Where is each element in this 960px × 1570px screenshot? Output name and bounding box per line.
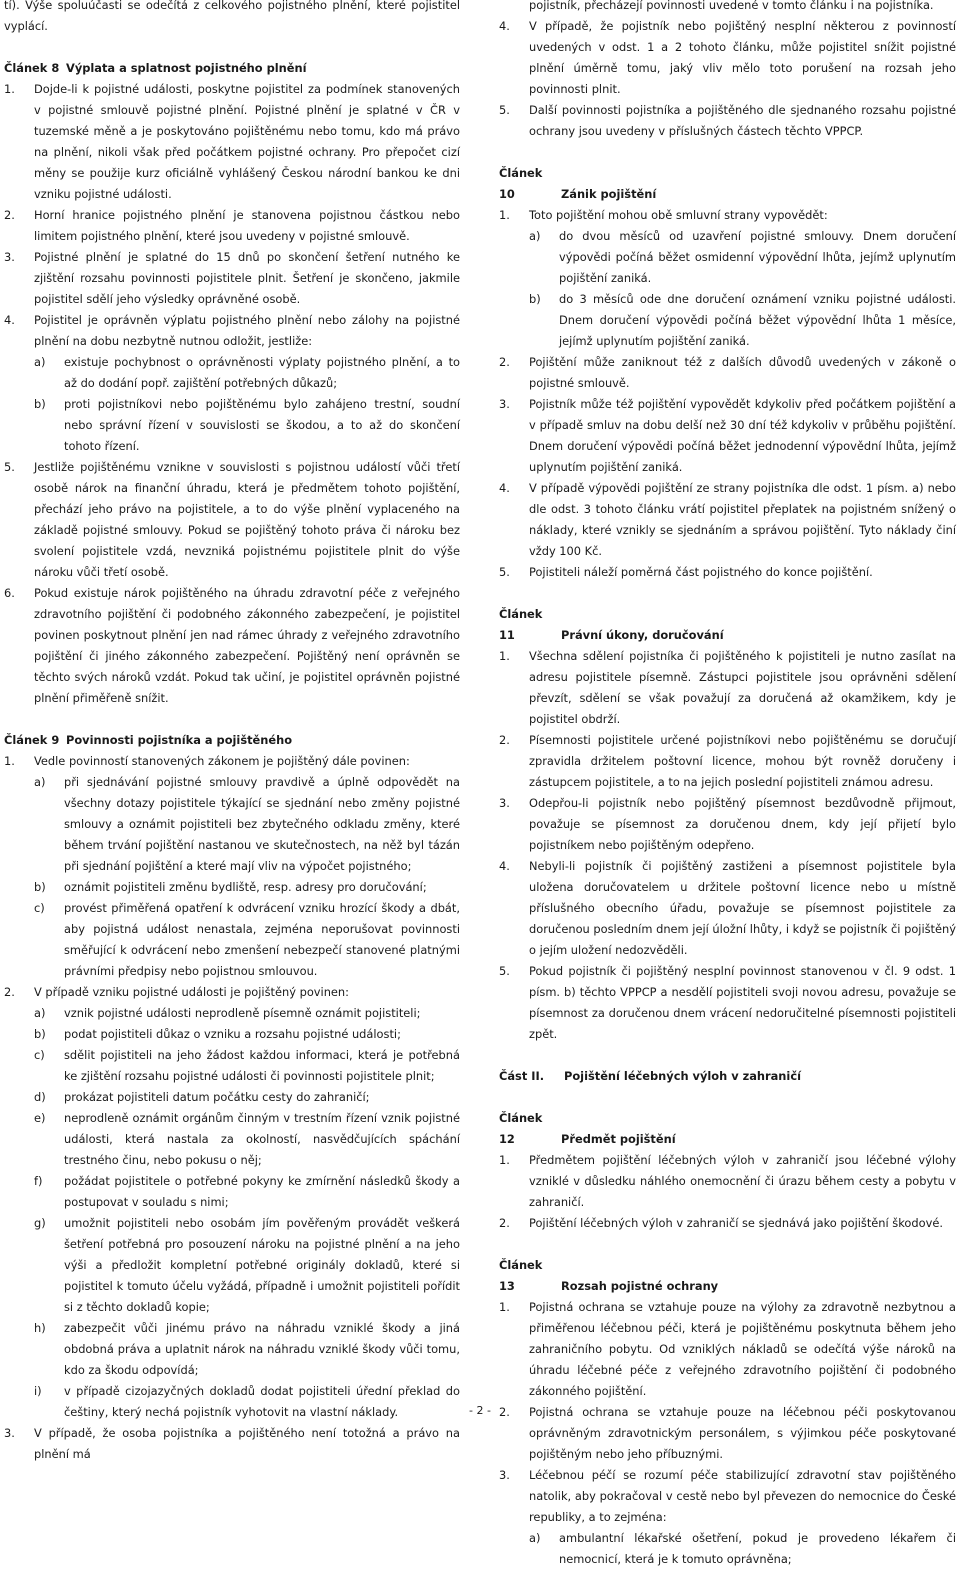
- list-item: [4, 583, 460, 709]
- sub-item-letter: c): [34, 1048, 45, 1062]
- sub-item-text: provést přiměřená opatření k odvrácení vzniku hrozící škody a dbát, aby pojistná událost nenastala, zejména neporušovat povinnosti směřující k odvrácení nebo zmenšení nebezpečí stanovené platnými právními předpisy nebo pojistnou smlouvou.: [64, 901, 460, 978]
- sub-item-letter: h): [34, 1321, 46, 1335]
- sub-item: [34, 1003, 460, 1024]
- item-text: Odepřou-li pojistník nebo pojištěný písemnost bezdůvodně přijmout, považuje se písemnost za doručenou dnem, kdy její přijetí bylo pojistníkem nebo pojištěným odepřeno.: [529, 796, 956, 852]
- list-item: [499, 646, 956, 730]
- list-item: [499, 961, 956, 1045]
- item-text: Toto pojištění mohou obě smluvní strany vypovědět:: [529, 208, 828, 222]
- item-number: 4.: [499, 19, 510, 33]
- sub-item-text: sdělit pojistiteli na jeho žádost každou informaci, která je potřebná ke zjištění rozsahu pojistné události či povinnosti pojistitele plnit;: [64, 1048, 460, 1083]
- sub-item-text: neprodleně oznámit orgánům činným v trestním řízení vznik pojistné události, která nastala za okolností, nasvědčujících spáchání trestného činu, nebo pokusu o něj;: [64, 1111, 460, 1167]
- sub-item-text: podat pojistiteli důkaz o vzniku a rozsahu pojistné události;: [64, 1027, 401, 1041]
- article-10-heading: [499, 163, 956, 205]
- item-text: Další povinnosti pojistníka a pojištěného dle sjednaného rozsahu pojistné ochrany jsou uvedeny v příslušných částech těchto VPPCP.: [529, 103, 956, 138]
- item-number: 3.: [4, 250, 15, 264]
- sub-item-text: ambulantní lékařské ošetření, pokud je provedeno lékařem či nemocnicí, která je k tomuto oprávněna;: [559, 1531, 956, 1566]
- sub-item: [34, 898, 460, 982]
- item-text: Všechna sdělení pojistníka či pojištěného k pojistiteli je nutno zasílat na adresu pojistitele písemně. Zástupci pojistitele jsou oprávněni sdělení převzít, sdělení se však považují za doručená až okamžikem, kdy je pojistitel obdrží.: [529, 649, 956, 726]
- article-title: Předmět pojištění: [561, 1132, 676, 1146]
- item-text: Nebyli-li pojistník či pojištěný zastiženi a písemnost pojistitele byla uložena doručovatelem u držitele poštovní licence nebo u místně příslušného obecního úřadu, považuje se písemnost pojistitele za doručenou posledním dnem její úložní lhůty, i když se pojistník či pojištěný o jejím uložení nedozvěděli.: [529, 859, 956, 957]
- list-item: [4, 247, 460, 310]
- item-text: V případě, že osoba pojistníka a pojištěného není totožná a právo na plnění má: [34, 1426, 460, 1461]
- part-2-heading: [499, 1066, 956, 1087]
- sub-item-letter: e): [34, 1111, 46, 1125]
- sub-item-letter: d): [34, 1090, 46, 1104]
- item-number: 5.: [499, 565, 510, 579]
- sub-item-text: vznik pojistné události neprodleně písemně oznámit pojistiteli;: [64, 1006, 421, 1020]
- item-number: 2.: [499, 733, 510, 747]
- item-number: 3.: [499, 397, 510, 411]
- article-title: Právní úkony, doručování: [561, 628, 724, 642]
- sub-item-text: při sjednávání pojistné smlouvy pravdivě a úplně odpovědět na všechny dotazy pojistitele týkající se sjednání nebo změny pojistné smlouvy a oznámit pojistiteli bez zbytečného odkladu změny, které během trvání pojištění nastanou ve skutečnostech, na něž byl tázán při sjednání pojištění a které mají vliv na výpočet pojistného;: [64, 775, 460, 873]
- list-item: [499, 1465, 956, 1528]
- item-text: Předmětem pojištění léčebných výloh v zahraničí jsou léčebné výlohy vzniklé v důsledku náhlého onemocnění či úrazu během cesty a pobytu v zahraničí.: [529, 1153, 956, 1209]
- item-number: 3.: [499, 796, 510, 810]
- sub-item-text: v případě cizojazyčných dokladů dodat pojistiteli úřední překlad do češtiny, který nechá pojistník vyhotovit na vlastní náklady.: [64, 1384, 460, 1419]
- sub-item: [34, 1045, 460, 1087]
- list-item: [499, 394, 956, 478]
- item-text: Pojistník může též pojištění vypovědět kdykoliv před počátkem pojištění a v případě smluv na dobu delší než 30 dní též kdykoliv v průběhu pojištění. Dnem doručení výpovědi počíná běžet jednodenní výpovědní lhůta, jejímž uplynutím pojištění zaniká.: [529, 397, 956, 474]
- item-number: 5.: [499, 103, 510, 117]
- item-number: 2.: [4, 985, 15, 999]
- item-number: 2.: [499, 355, 510, 369]
- sub-item: [34, 1087, 460, 1108]
- sub-item-letter: f): [34, 1174, 43, 1188]
- top-line: tí). Výše spoluúčasti se odečítá z celkového pojistného plnění, které pojistitel vyplácí.: [4, 0, 460, 33]
- sub-item-letter: a): [34, 1006, 46, 1020]
- list-item: [499, 730, 956, 793]
- list-item: [4, 1423, 460, 1465]
- article-12-heading: [499, 1108, 956, 1150]
- sub-item-letter: i): [34, 1384, 42, 1398]
- sub-item: [34, 1318, 460, 1381]
- item-number: 5.: [499, 964, 510, 978]
- item-number: 4.: [499, 481, 510, 495]
- sub-item: [34, 1024, 460, 1045]
- article-number: Článek 10: [499, 166, 543, 201]
- item-text: Pokud pojistník či pojištěný nesplní povinnost stanovenou v čl. 9 odst. 1 písm. b) těchto VPPCP a nesdělí pojistiteli svoji novou adresu, považuje se písemnost za doručenou dnem vrácení nedoručitelné písemnosti pojistiteli zpět.: [529, 964, 956, 1041]
- sub-item-text: požádat pojistitele o potřebné pokyny ke zmírnění následků škody a postupovat v souladu s nimi;: [64, 1174, 460, 1209]
- sub-item-text: zabezpečit vůči jinému právo na náhradu vzniklé škody a jiná obdobná práva a uplatnit nárok na náhradu vzniklé škody vůči tomu, kdo za škodu odpovídá;: [64, 1321, 460, 1377]
- sub-item-letter: g): [34, 1216, 46, 1230]
- item-text: Horní hranice pojistného plnění je stanovena pojistnou částkou nebo limitem pojistného plnění, které jsou uvedeny v pojistné smlouvě.: [34, 208, 460, 243]
- list-item: [499, 478, 956, 562]
- list-item: [499, 1213, 956, 1234]
- item-text: Jestliže pojištěnému vznikne v souvislosti s pojistnou událostí vůči třetí osobě nárok na finanční úhradu, která je předmětem tohoto pojištění, přechází jeho právo na pojistitele, a to do výše plnění vyplaceného na základě pojistné smlouvy. Pokud se pojištěný tohoto práva či nároku bez svolení pojistitele vzdá, nevzniká pojistnému pojistitele plnit do výše nároku vůči třetí osobě.: [34, 460, 460, 579]
- sub-item: [529, 226, 956, 289]
- article-number: Článek 13: [499, 1258, 543, 1293]
- part-title: Pojištění léčebných výloh v zahraničí: [564, 1069, 801, 1083]
- article-8-heading: [4, 58, 460, 79]
- item-number: 1.: [4, 754, 15, 768]
- list-item: [4, 310, 460, 352]
- article-number: Článek 8: [4, 61, 60, 75]
- sub-item: [34, 1171, 460, 1213]
- item-text: Pojištění léčebných výloh v zahraničí se sjednává jako pojištění škodové.: [529, 1216, 943, 1230]
- list-item: [4, 982, 460, 1003]
- list-item: [499, 562, 956, 583]
- item-number: 2.: [499, 1405, 510, 1419]
- item-text: Pokud existuje nárok pojištěného na úhradu zdravotní péče z veřejného zdravotního pojištění či podobného zákonného zabezpečení, je pojistitel povinen poskytnout plnění jen nad rámec úhrady z veřejného zdravotního pojištění či jiného zákonného zabezpečení. Pojištěný není oprávněn se těchto svých nároků vzdát. Pokud tak učiní, je pojistitel oprávněn pojistné plnění přiměřeně snížit.: [34, 586, 460, 705]
- list-item: [4, 751, 460, 772]
- list-item: [499, 856, 956, 961]
- sub-item-letter: a): [529, 229, 541, 243]
- left-column: [4, 0, 460, 1465]
- part-number: Část II.: [499, 1069, 545, 1083]
- item-number: 4.: [4, 313, 15, 327]
- list-item: [499, 205, 956, 226]
- item-number: 4.: [499, 859, 510, 873]
- item-text: Pojistiteli náleží poměrná část pojistného do konce pojištění.: [529, 565, 873, 579]
- list-item: [4, 205, 460, 247]
- item-number: 1.: [499, 1300, 510, 1314]
- right-column: [499, 0, 956, 1570]
- page-number: - 2 -: [469, 1404, 491, 1417]
- item-text: V případě, že pojistník nebo pojištěný nesplní některou z povinností uvedených v odst. 1 a 2 tohoto článku, může pojistitel snížit pojistné plnění úměrně tomu, jaký vliv mělo toto porušení na rozsah jeho povinnosti plnit.: [529, 19, 956, 96]
- item-number: 1.: [4, 82, 15, 96]
- sub-item-letter: a): [34, 355, 46, 369]
- list-item: [499, 352, 956, 394]
- sub-item: [529, 289, 956, 352]
- sub-item-text: prokázat pojistiteli datum počátku cesty do zahraničí;: [64, 1090, 370, 1104]
- item-text: Pojistná ochrana se vztahuje pouze na výlohy za zdravotně nezbytnou a přiměřenou léčebnou péči, která je pojištěnému poskytnuta během jeho zahraničního pobytu. Od vzniklých nákladů se odečítá výše nároků na úhradu léčebné péče z veřejného zdravotního pojištění či podobného zákonného pojištění.: [529, 1300, 956, 1398]
- list-item: [499, 793, 956, 856]
- sub-item: [34, 1108, 460, 1171]
- sub-item: [34, 394, 460, 457]
- sub-item: [529, 1528, 956, 1570]
- article-13-heading: [499, 1255, 956, 1297]
- sub-item-text: proti pojistníkovi nebo pojištěnému bylo zahájeno trestní, soudní nebo správní řízení v souvislosti se škodou, a to až do skončení tohoto řízení.: [64, 397, 460, 453]
- sub-item: [34, 772, 460, 877]
- article-number: Článek 11: [499, 607, 543, 642]
- list-item: [499, 1150, 956, 1213]
- item-number: 2.: [499, 1216, 510, 1230]
- sub-item: [34, 877, 460, 898]
- list-item: [499, 100, 956, 142]
- sub-item-letter: a): [529, 1531, 541, 1545]
- item-text: Pojistitel je oprávněn výplatu pojistného plnění nebo zálohy na pojistné plnění na dobu nezbytně nutnou odložit, jestliže:: [34, 313, 460, 348]
- article-11-heading: [499, 604, 956, 646]
- item-number: 5.: [4, 460, 15, 474]
- item-text: V případě vzniku pojistné události je pojištěný povinen:: [34, 985, 349, 999]
- list-item: [4, 79, 460, 205]
- item-text: Vedle povinností stanovených zákonem je pojištěný dále povinen:: [34, 754, 410, 768]
- item-number: 6.: [4, 586, 15, 600]
- item-text: Dojde-li k pojistné události, poskytne pojistitel za podmínek stanovených v pojistné smlouvě pojistné plnění. Pojistné plnění je splatné v ČR v tuzemské měně a je poskytováno pojištěnému nebo tomu, kdo má právo na plnění, nikoli však před počátkem pojistné ochrany. Pro přepočet cizí měny se použije kurz oficiálně vyhlášený Českou národní bankou ke dni vzniku pojistné události.: [34, 82, 460, 201]
- item-number: 1.: [499, 1153, 510, 1167]
- item-text: Pojistné plnění je splatné do 15 dnů po skončení šetření nutného ke zjištění rozsahu povinnosti pojistitele plnit. Šetření je skončeno, jakmile pojistitel sdělí jeho výsledky oprávněné osobě.: [34, 250, 460, 306]
- sub-item-letter: b): [34, 880, 46, 894]
- item-text: V případě výpovědi pojištění ze strany pojistníka dle odst. 1 písm. a) nebo dle odst. 3 tohoto článku vrátí pojistitel přeplatek na pojistném snížený o náklady, které vznikly se sjednáním a správou pojištění. Tyto náklady činí vždy 100 Kč.: [529, 481, 956, 558]
- sub-item-text: do dvou měsíců od uzavření pojistné smlouvy. Dnem doručení výpovědi počíná běžet osmidenní výpovědní lhůta, jejímž uplynutím pojištění zaniká.: [559, 229, 956, 285]
- item-number: 3.: [499, 1468, 510, 1482]
- article-9-heading: [4, 730, 460, 751]
- continuation-line: pojistník, přecházejí povinnosti uvedené v tomto článku i na pojistníka.: [529, 0, 934, 12]
- list-item: [499, 16, 956, 100]
- sub-item-letter: a): [34, 775, 46, 789]
- sub-item-letter: c): [34, 901, 45, 915]
- article-title: Výplata a splatnost pojistného plnění: [66, 61, 307, 75]
- item-number: 1.: [499, 208, 510, 222]
- item-text: Pojištění může zaniknout též z dalších důvodů uvedených v zákoně o pojistné smlouvě.: [529, 355, 956, 390]
- item-text: Písemnosti pojistitele určené pojistníkovi nebo pojištěnému se doručují zpravidla držitelem poštovní licence, mohou být rovněž doručeny i zástupcem pojistitele, a to na jejich poslední pojistiteli známou adresu.: [529, 733, 956, 789]
- sub-item: [34, 1213, 460, 1318]
- sub-item: [34, 352, 460, 394]
- sub-item-letter: b): [34, 1027, 46, 1041]
- article-number: Článek 9: [4, 733, 60, 747]
- item-text: Léčebnou péčí se rozumí péče stabilizující zdravotní stav pojištěného natolik, aby pokračoval v cestě nebo byl převezen do nemocnice do České republiky, a to zejména:: [529, 1468, 956, 1524]
- sub-item-text: do 3 měsíců ode dne doručení oznámení vzniku pojistné události. Dnem doručení výpovědi počíná běžet výpovědní lhůta 1 měsíce, jejímž uplynutím pojištění zaniká.: [559, 292, 956, 348]
- article-title: Povinnosti pojistníka a pojištěného: [66, 733, 293, 747]
- sub-item-text: umožnit pojistiteli nebo osobám jím pověřeným provádět veškerá šetření potřebná pro posouzení nároku na pojistné plnění a na jeho výši a předložit kompletní potřebné originály dokladů, které si pojistitel k tomuto účelu vyžádá, případně i umožnit pojistiteli pořídit si z těchto dokladů kopie;: [64, 1216, 460, 1314]
- sub-item-letter: b): [529, 292, 541, 306]
- sub-item-text: existuje pochybnost o oprávněnosti výplaty pojistného plnění, a to až do dodání popř. zajištění potřebných důkazů;: [64, 355, 460, 390]
- item-text: Pojistná ochrana se vztahuje pouze na léčebnou péči poskytovanou oprávněným zdravotnickým personálem, s výjimkou péče poskytované pojištěným nebo jeho příbuznými.: [529, 1405, 956, 1461]
- sub-item-text: oznámit pojistiteli změnu bydliště, resp. adresy pro doručování;: [64, 880, 427, 894]
- list-item: [499, 1297, 956, 1402]
- item-number: 2.: [4, 208, 15, 222]
- article-title: Zánik pojištění: [561, 187, 657, 201]
- item-number: 1.: [499, 649, 510, 663]
- article-number: Článek 12: [499, 1111, 543, 1146]
- article-title: Rozsah pojistné ochrany: [561, 1279, 719, 1293]
- item-number: 3.: [4, 1426, 15, 1440]
- sub-item-letter: b): [34, 397, 46, 411]
- list-item: [4, 457, 460, 583]
